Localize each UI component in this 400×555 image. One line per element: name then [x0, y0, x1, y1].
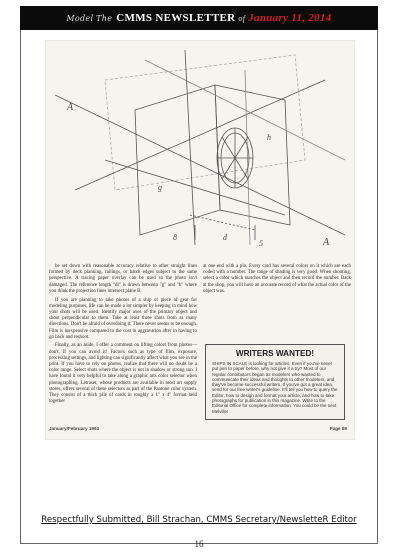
scan-footer-date: January/February 1993 [49, 426, 100, 431]
perspective-illustration [45, 40, 355, 250]
writers-wanted-body: SHIPS IN SCALE is looking for articles. Even if you've never put pen to paper before, why not give it a try? Most of our regular contributors began as modelers who wanted to communicate their ideas and thoughts to other modelers, and they've become successful writers. If you've got a great idea, send for our free writer's guideline. It'll tell you how to query the Editor, how to design and format your article, and how to take photographs for publication in this magazine. Write to the Editorial Office for complete information. You could be the next Melville! [212, 361, 338, 414]
illus-label-g: g [158, 183, 162, 192]
writers-wanted-title: WRITERS WANTED! [235, 349, 315, 358]
header-of: of [238, 13, 246, 23]
illus-label-8: 8 [173, 233, 177, 242]
article-paragraph: at one end with a pin. Every card has several colors on it which are each coded with a number. The range of shading is very good. When shooting, select a color which matches the object and then record the number. Back at the shop, you will have an accurate record of what the actual color of the object was. [203, 264, 351, 294]
signature-line: Respectfully Submitted, Bill Strachan, CMMS Secretary/NewsletteR Editor [41, 515, 357, 525]
article-paragraph: Finally, as an aside, I offer a comment on lifting colors from photos—don't, if you can avoid it! Factors such as type of film, exposure, processing settings, and lighting can significantly affect what you see in the print. If you have to rely on photos, realize that there will no doubt be a color range. Select shots where the object is not in shadow or strong sun. I have found it very helpful to take along a graphic arts color selector when photographing. Letraset, whose products are available in most art supply stores, offers several of these selectors as part of the Pantone color system. They consist of a thick pile of cards in roughly a 1" x 4" format held together [49, 343, 197, 405]
header-date: January 11, 2014 [248, 12, 332, 24]
illus-label-d: d [223, 233, 227, 242]
illus-label-a-right: A [323, 237, 330, 248]
illus-label-h: h [267, 133, 271, 142]
header-model-label: Model The [66, 13, 113, 23]
article-left-column [49, 264, 197, 408]
article-paragraph: If you are planning to take photos of a ship or piece of gear for modeling purposes, life can be made a lot simpler by keeping in mind how your shots will be used. Identify major axes of the primary object and shoot perpendicular to them. Take at least three shots from as many directions. Don't be afraid of overdoing it. There never seems to be enough. Film is inexpensive compared to the cost in aggravation after in having to go back and reshoot. [49, 297, 197, 340]
article-right-column [203, 264, 351, 298]
article-paragraph: be set down with reasonable accuracy relative to other straight lines formed by deck planking, railings, or hatch edges subject to the same perspective. A tracing paper overlay can be used so the photo isn't damaged. The reference length "dl" is drawn between "g" and "h" where you think the projection lines intersect plane B. [49, 264, 197, 294]
scanned-article-page [45, 40, 355, 440]
scan-footer-page: Page 69 [329, 426, 347, 431]
header-title: CMMS NEWSLETTER [116, 12, 236, 24]
writers-wanted-box [205, 344, 345, 420]
page-number: 16 [194, 539, 204, 549]
illus-label-a-left: A [67, 102, 74, 113]
illus-label-5: 5 [259, 239, 263, 248]
newsletter-header [20, 6, 378, 30]
